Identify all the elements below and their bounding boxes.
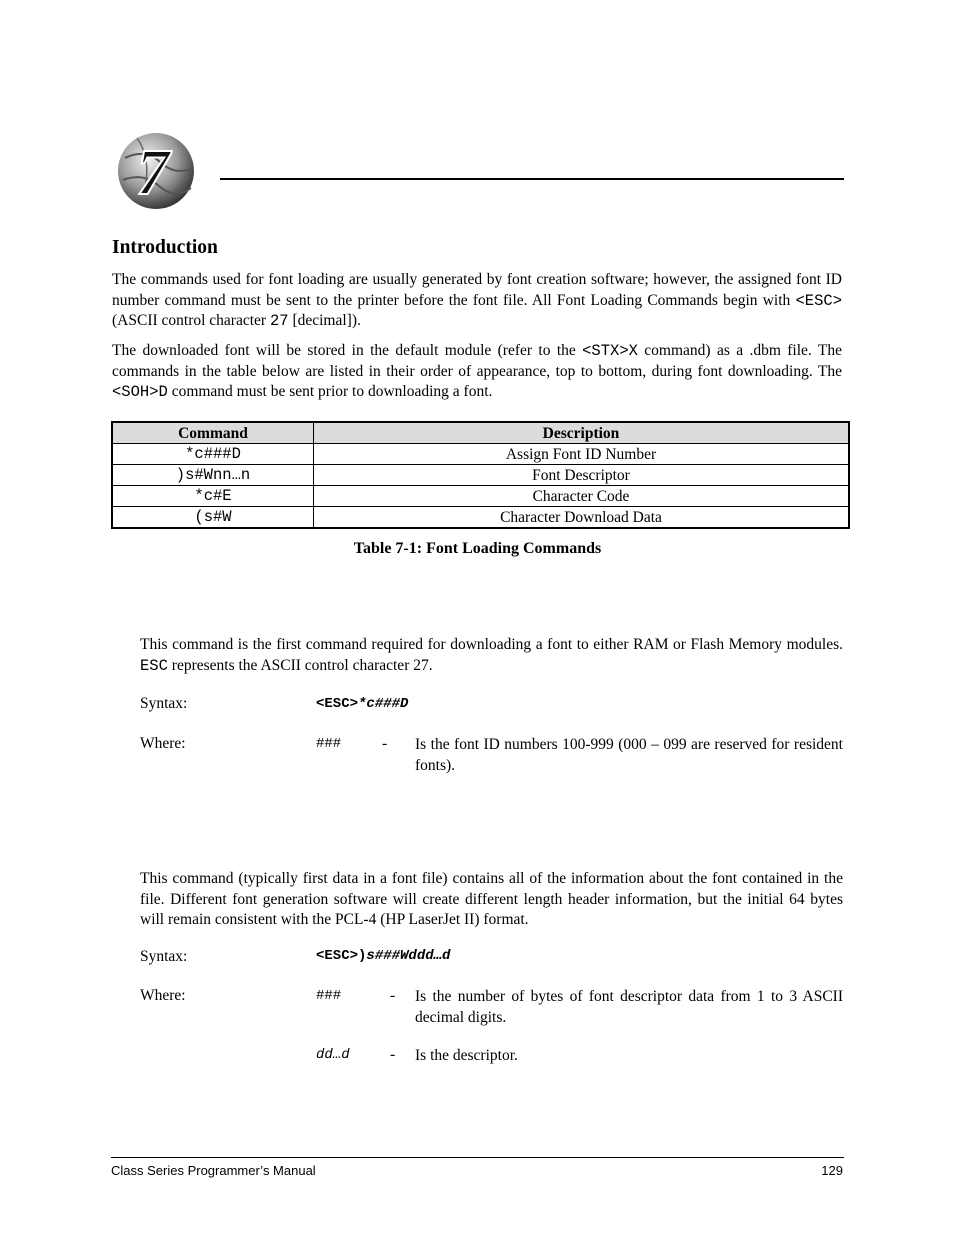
intro-p1-text-a: The commands used for font loading are usually generated by font creation software; however, the assigned font ID number command must be sent to the printer before the font file. All Font Loading Commands begin with bbox=[112, 271, 842, 309]
table-header-description: Description bbox=[314, 422, 850, 444]
section2-param1: ### bbox=[316, 988, 342, 1004]
table-row bbox=[112, 444, 849, 465]
section1-where-label: Where: bbox=[140, 735, 186, 752]
section1-syntax-prefix: <ESC> bbox=[316, 696, 359, 712]
table-cell-description: Assign Font ID Number bbox=[314, 444, 850, 465]
section1-dash: - bbox=[382, 735, 388, 752]
section-heading: Introduction bbox=[112, 237, 218, 258]
section2-dash2: - bbox=[390, 1046, 396, 1063]
section1-param-description: Is the font ID numbers 100-999 (000 – 099 are reserved for resident fonts). bbox=[415, 736, 843, 774]
section2-where-label: Where: bbox=[140, 987, 186, 1004]
section1-text-b: represents the ASCII control character 27. bbox=[167, 656, 433, 674]
table-row bbox=[112, 486, 849, 507]
section2-param1-description: Is the number of bytes of font descriptor data from 1 to 3 ASCII decimal digits. bbox=[415, 988, 843, 1026]
intro-p2-text-a: The downloaded font will be stored in the default module (refer to the bbox=[112, 342, 583, 359]
intro-p2-code-soh: <SOH>D bbox=[112, 383, 168, 401]
section2-syntax-label: Syntax: bbox=[140, 948, 188, 965]
table-caption: Table 7-1: Font Loading Commands bbox=[353, 540, 602, 557]
table-header-command: Command bbox=[112, 422, 314, 444]
table-cell-description: Character Download Data bbox=[314, 507, 850, 529]
section1-syntax bbox=[316, 696, 408, 712]
table-cell-command: )s#Wnn…n bbox=[112, 465, 314, 486]
section2-param2-description: Is the descriptor. bbox=[415, 1047, 518, 1064]
intro-p2-code-stx: <STX>X bbox=[582, 342, 638, 360]
table-header-row bbox=[112, 422, 849, 444]
intro-p1-code-27: 27 bbox=[269, 312, 289, 330]
intro-paragraph-1 bbox=[112, 270, 842, 332]
section1-syntax-command: *c###D bbox=[358, 696, 409, 712]
chapter-badge bbox=[115, 128, 197, 210]
intro-p1-text-c: [decimal]). bbox=[288, 312, 361, 329]
intro-p1-text-b: (ASCII control character bbox=[112, 312, 270, 329]
svg-text:7: 7 bbox=[136, 136, 170, 209]
chapter-rule bbox=[220, 178, 844, 180]
intro-p2-text-b: command) as a .dbm file. The commands in the table below are listed in their order of appearance, top to bottom, during font downloading. The bbox=[112, 342, 842, 380]
footer-manual-title: Class Series Programmer’s Manual bbox=[111, 1163, 316, 1178]
table-row bbox=[112, 465, 849, 486]
table-row bbox=[112, 507, 849, 529]
intro-p1-code-esc: <ESC> bbox=[795, 291, 842, 310]
table-cell-description: Font Descriptor bbox=[314, 465, 850, 486]
table-cell-command: (s#W bbox=[112, 507, 314, 529]
section2-paragraph: This command (typically first data in a font file) contains all of the information about the font contained in the file. Different font generation software will create different length header information, but the initial 64 bytes will remain consistent with the PCL-4 (HP LaserJet II) format. bbox=[140, 870, 843, 928]
intro-p2-text-c: command must be sent prior to downloading a font. bbox=[167, 383, 493, 400]
table-cell-command: *c#E bbox=[112, 486, 314, 507]
section1-text-a: This command is the first command required for downloading a font to either RAM or Flash Memory modules. bbox=[140, 636, 843, 653]
intro-paragraph-2 bbox=[112, 341, 842, 403]
section2-syntax-command: s###Wddd…d bbox=[366, 948, 451, 964]
section2-syntax bbox=[316, 948, 450, 964]
table-cell-command: *c###D bbox=[112, 444, 314, 465]
section2-param2: dd…d bbox=[316, 1047, 350, 1063]
section1-param: ### bbox=[316, 736, 342, 752]
section1-syntax-label: Syntax: bbox=[140, 695, 188, 712]
section1-code-esc: ESC bbox=[140, 656, 168, 675]
chapter-globe-icon bbox=[115, 128, 197, 210]
font-loading-commands-table bbox=[111, 421, 850, 529]
section2-syntax-prefix: <ESC>) bbox=[316, 948, 367, 964]
footer-rule bbox=[111, 1157, 844, 1158]
section1-paragraph bbox=[140, 635, 843, 676]
table-cell-description: Character Code bbox=[314, 486, 850, 507]
section2-dash1: - bbox=[390, 987, 396, 1004]
footer-page-number: 129 bbox=[821, 1163, 843, 1178]
